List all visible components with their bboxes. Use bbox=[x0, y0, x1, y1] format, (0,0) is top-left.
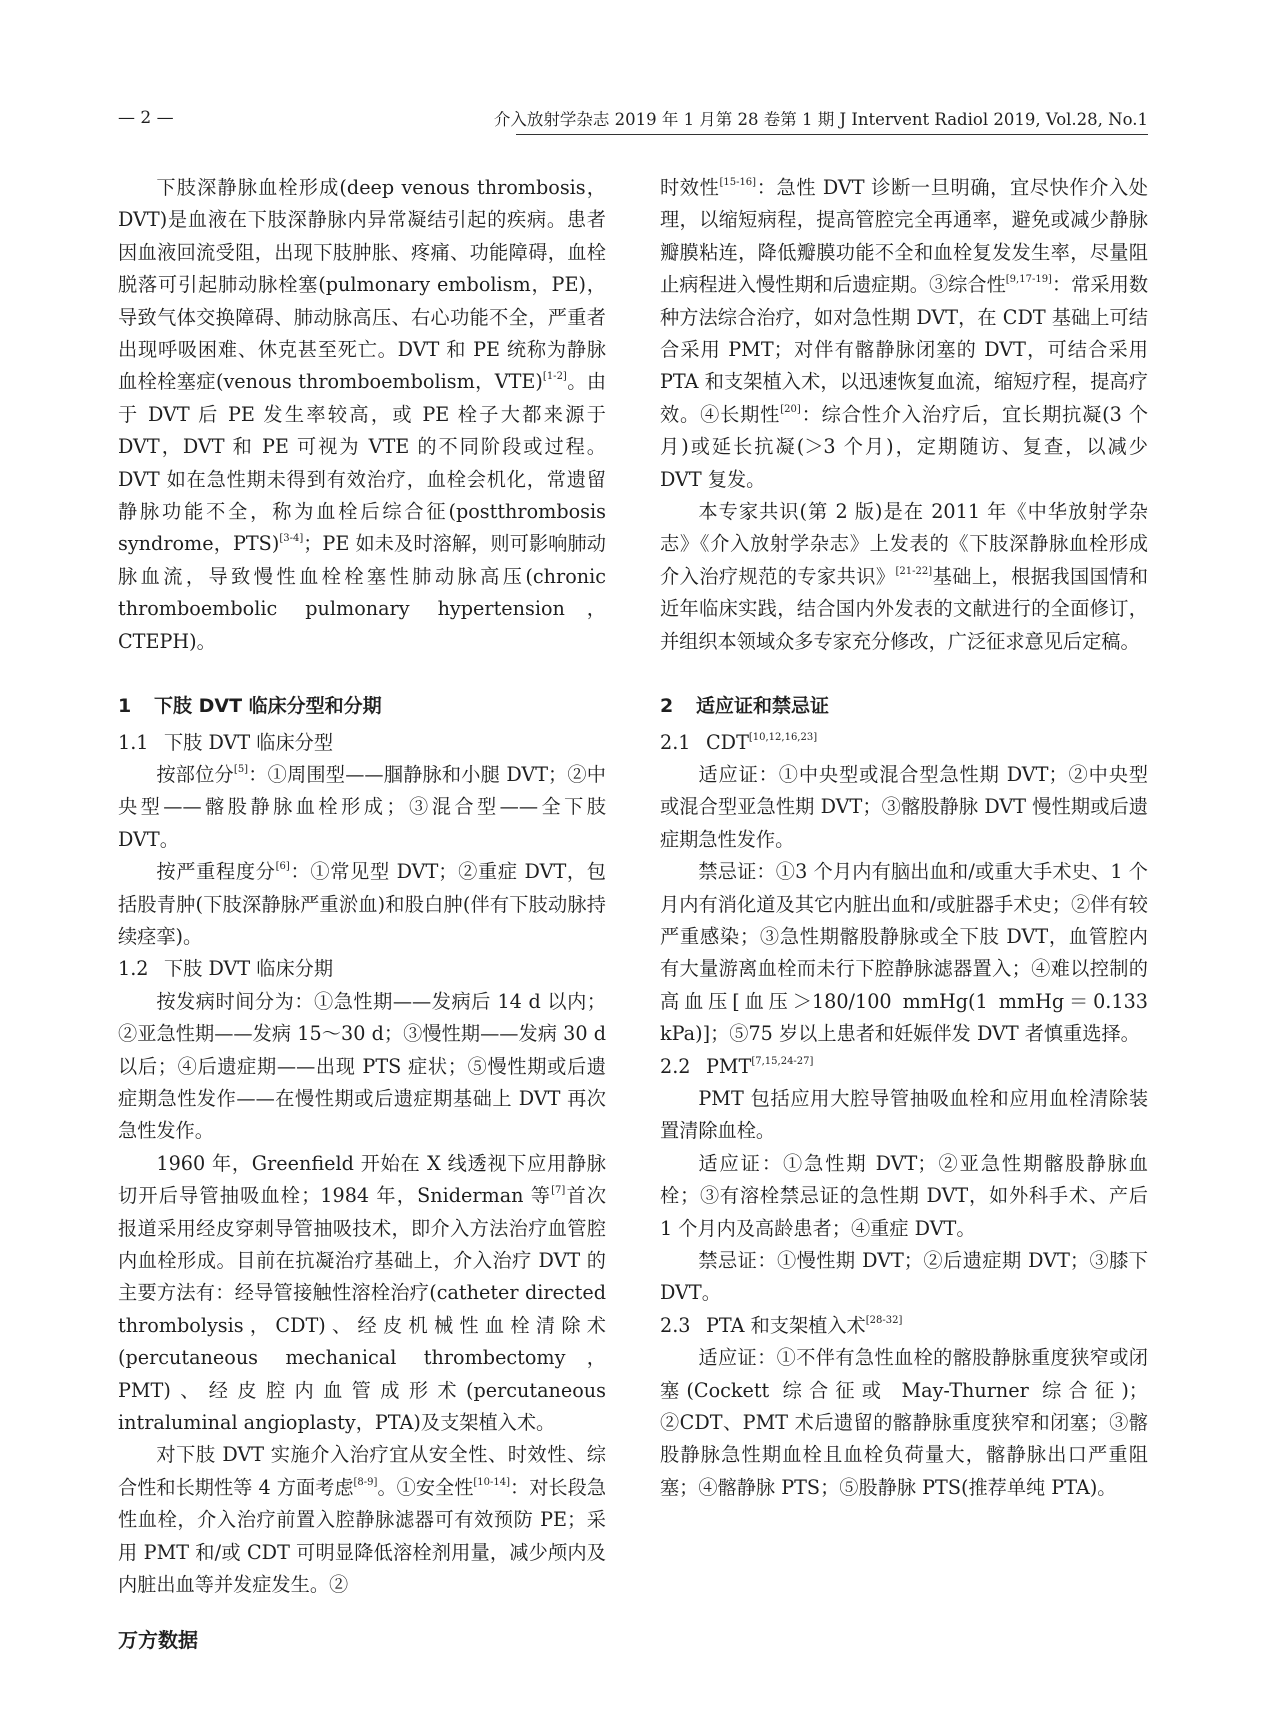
paragraph-continued: 时效性[15-16]：急性 DVT 诊断一旦明确，宜尽快作介入处理，以缩短病程，提高管腔完全再通率，避免或减少静脉瓣膜粘连，降低瓣膜功能不全和血栓复发发生率，尽量阻止病程进入慢性期和后遗症期。③综合性[9,17-19]：常采用数种方法综合治疗，如对急性期 DVT，在 CDT 基础上可结合采用 PMT；对伴有髂静脉闭塞的 DVT，可结合采用 PTA 和支架植入术，以迅速恢复血流，缩短疗程，提高疗效。④长期性[20]：综合性介入治疗后，宜长期抗凝(3 个月)或延长抗凝(＞3 个月)，定期随访、复查，以减少 DVT 复发。 bbox=[660, 176, 1149, 491]
watermark: 万方数据 bbox=[118, 1628, 198, 1652]
section-heading: 1 下肢 DVT 临床分型和分期 bbox=[118, 695, 382, 718]
subsection-heading: 1.2 下肢 DVT 临床分期 bbox=[118, 957, 334, 981]
citation[interactable]: [8-9] bbox=[353, 1476, 378, 1488]
subsection-heading: 2.2 PMT[7,15,24-27] bbox=[660, 1054, 814, 1078]
citation[interactable]: [5] bbox=[233, 763, 249, 775]
citation[interactable]: [20] bbox=[780, 403, 801, 415]
paragraph: 禁忌证：①3 个月内有脑出血和/或重大手术史、1 个月内有消化道及其它内脏出血和/或脏器手术史；②伴有较严重感染；③急性期髂股静脉或全下肢 DVT，血管腔内有大量游离血栓而未行下腔静脉滤器置入；④难以控制的高血压[血压＞180/100 mmHg(1 mmHg＝0.133 kPa)]；⑤75 岁以上患者和妊娠伴发 DVT 者慎重选择。 bbox=[660, 860, 1148, 1046]
paragraph-intro: 下肢深静脉血栓形成(deep venous thrombosis，DVT)是血液在下肢深静脉内异常凝结引起的疾病。患者因血液回流受阻，出现下肢肿胀、疼痛、功能障碍，血栓脱落可引起肺动脉栓塞(pulmonary embolism，PE)，导致气体交换障碍、肺动脉高压、右心功能不全，严重者出现呼吸困难、休克甚至死亡。DVT 和 PE 统称为静脉血栓栓塞症(venous thromboembolism，VTE)[1-2]。由于 DVT 后 PE 发生率较高，或 PE 栓子大都来源于 DVT，DVT 和 PE 可视为 VTE 的不同阶段或过程。DVT 如在急性期未得到有效治疗，血栓会机化，常遗留静脉功能不全，称为血栓后综合征(postthrombosis syndrome，PTS)[3-4]；PE 如未及时溶解，则可影响肺动脉血流，导致慢性血栓栓塞性肺动脉高压(chronic thromboembolic pulmonary hypertension，CTEPH)。 bbox=[118, 176, 607, 653]
running-header bbox=[118, 106, 1148, 136]
citation[interactable]: [15-16] bbox=[719, 177, 757, 188]
citation[interactable]: [6] bbox=[275, 861, 290, 873]
paragraph: 本专家共识(第 2 版)是在 2011 年《中华放射学杂志》《介入放射学杂志》上发表的《下肢深静脉血栓形成介入治疗规范的专家共识》[21-22]基础上，根据我国国情和近年临床实践，结合国内外发表的文献进行的全面修订，并组织本领域众多专家充分修改，广泛征求意见后定稿。 bbox=[660, 500, 1149, 653]
left-column bbox=[118, 172, 606, 1601]
journal-citation: 介入放射学杂志 2019 年 1 月第 28 卷第 1 期 J Intervent Radiol 2019, Vol.28, No.1 bbox=[493, 110, 1148, 129]
header-rule bbox=[516, 134, 1148, 135]
citation[interactable]: [7,15,24-27] bbox=[751, 1055, 814, 1067]
section-heading: 2 适应证和禁忌证 bbox=[660, 695, 830, 718]
paragraph: PMT 包括应用大腔导管抽吸血栓和应用血栓清除装置清除血栓。 bbox=[660, 1086, 1148, 1143]
citation[interactable]: [10,12,16,23] bbox=[748, 731, 818, 743]
citation[interactable]: [3-4] bbox=[279, 533, 304, 545]
citation[interactable]: [10-14] bbox=[473, 1476, 511, 1488]
page-number: — 2 — bbox=[118, 108, 174, 128]
citation[interactable]: [7] bbox=[551, 1185, 566, 1197]
citation[interactable]: [9,17-19] bbox=[1005, 274, 1052, 286]
subsection-heading: 2.3 PTA 和支架植入术[28-32] bbox=[660, 1313, 903, 1337]
right-column bbox=[660, 172, 1148, 1504]
paragraph: 禁忌证：①慢性期 DVT；②后遗症期 DVT；③膝下 DVT。 bbox=[660, 1249, 1148, 1305]
paragraph: 适应证：①不伴有急性血栓的髂股静脉重度狭窄或闭塞(Cockett 综合征或 May-Thurner 综合征)；②CDT、PMT 术后遗留的髂静脉重度狭窄和闭塞；③髂股静脉急性期血栓且血栓负荷量大，髂静脉出口严重阻塞；④髂静脉 PTS；⑤股静脉 PTS(推荐单纯 PTA)。 bbox=[660, 1346, 1148, 1499]
citation[interactable]: [1-2] bbox=[542, 371, 567, 383]
paragraph: 对下肢 DVT 实施介入治疗宜从安全性、时效性、综合性和长期性等 4 方面考虑[8-9]。①安全性[10-14]：对长段急性血栓，介入治疗前置入腔静脉滤器可有效预防 PE；采用 PMT 和/或 CDT 可明显降低溶栓剂用量，减少颅内及内脏出血等并发症发生。② bbox=[118, 1443, 607, 1597]
paragraph: 适应证：①急性期 DVT；②亚急性期髂股静脉血栓；③有溶栓禁忌证的急性期 DVT，如外科手术、产后 1 个月内及高龄患者；④重症 DVT。 bbox=[660, 1151, 1148, 1240]
paragraph: 按发病时间分为：①急性期——发病后 14 d 以内；②亚急性期——发病 15～30 d；③慢性期——发病 30 d 以后；④后遗症期——出现 PTS 症状；⑤慢性期或后遗症期急性发作——在慢性期或后遗症期基础上 DVT 再次急性发作。 bbox=[118, 989, 606, 1143]
subsection-heading: 1.1 下肢 DVT 临床分型 bbox=[118, 730, 334, 754]
paragraph: 1960 年，Greenfield 开始在 X 线透视下应用静脉切开后导管抽吸血栓；1984 年，Sniderman 等[7]首次报道采用经皮穿刺导管抽吸技术，即介入方法治疗血管腔内血栓形成。目前在抗凝治疗基础上，介入治疗 DVT 的主要方法有：经导管接触性溶栓治疗(catheter directed thrombolysis，CDT)、经皮机械性血栓清除术(percutaneous mechanical thrombectomy，PMT)、经皮腔内血管成形术(percutaneous intraluminal angioplasty，PTA)及支架植入术。 bbox=[118, 1151, 607, 1435]
citation[interactable]: [21-22] bbox=[895, 565, 933, 577]
paragraph: 按严重程度分[6]：①常见型 DVT；②重症 DVT，包括股青肿(下肢深静脉严重淤血)和股白肿(伴有下肢动脉持续痉挛)。 bbox=[118, 860, 606, 948]
paragraph: 按部位分[5]：①周围型——腘静脉和小腿 DVT；②中央型——髂股静脉血栓形成；③混合型——全下肢 DVT。 bbox=[118, 762, 606, 851]
subsection-heading: 2.1 CDT[10,12,16,23] bbox=[660, 730, 818, 754]
paragraph: 适应证：①中央型或混合型急性期 DVT；②中央型或混合型亚急性期 DVT；③髂股静脉 DVT 慢性期或后遗症期急性发作。 bbox=[660, 762, 1148, 851]
citation[interactable]: [28-32] bbox=[865, 1314, 903, 1326]
